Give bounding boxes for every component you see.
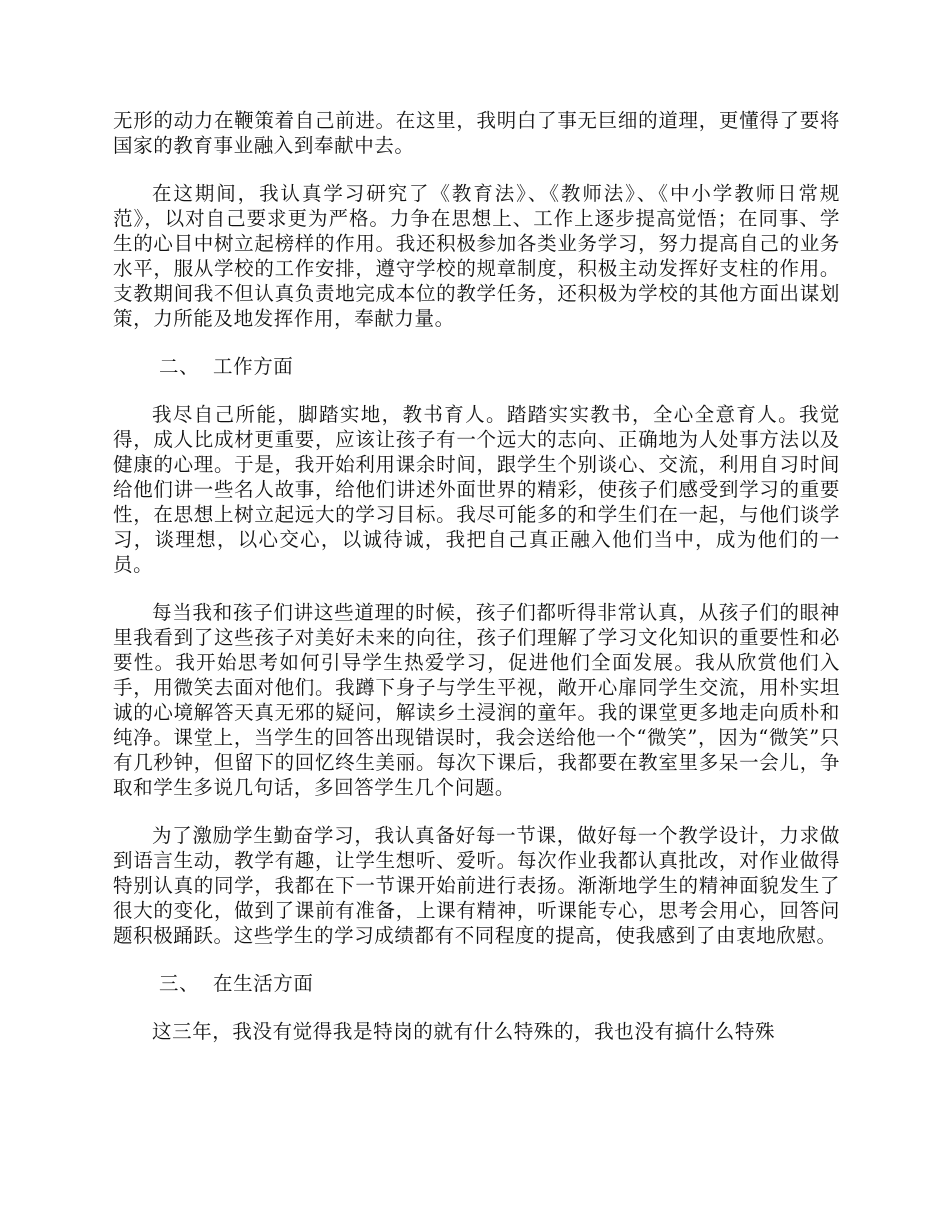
section-heading [113,354,840,379]
section-number: 二、 [159,355,200,378]
section-number: 三、 [159,972,200,995]
paragraph: 为了激励学生勤奋学习，我认真备好每一节课，做好每一个教学设计，力求做到语言生动，教学有趣，让学生想听、爱听。每次作业我都认真批改，对作业做得特别认真的同学，我都在下一节课开始前进行表扬。渐渐地学生的精神面貌发生了很大的变化，做到了课前有准备，上课有精神，听课能专心，思考会用心，回答问题积极踊跃。这些学生的学习成绩都有不同程度的提高，使我感到了由衷地欣慰。 [113,824,840,947]
paragraph: 这三年，我没有觉得我是特岗的就有什么特殊的，我也没有搞什么特殊 [152,1020,776,1043]
paragraph: 每当我和孩子们讲这些道理的时候，孩子们都听得非常认真，从孩子们的眼神里我看到了这些孩子对美好未来的向往，孩子们理解了学习文化知识的重要性和必要性。我开始思考如何引导学生热爱学习，促进他们全面发展。我从欣赏他们入手，用微笑去面对他们。我蹲下身子与学生平视，敞开心扉同学生交流，用朴实坦诚的心境解答天真无邪的疑问，解读乡土浸润的童年。我的课堂更多地走向质朴和纯净。课堂上，当学生的回答出现错误时，我会送给他一个“微笑”，因为“微笑”只有几秒钟，但留下的回忆终生美丽。每次下课后，我都要在教室里多呆一会儿，争取和学生多说几句话，多回答学生几个问题。 [113,601,840,799]
document-page [113,108,840,1067]
paragraph: 在这期间，我认真学习研究了《教育法》、《教师法》、《中小学教师日常规范》，以对自己要求更为严格。力争在思想上、工作上逐步提高觉悟；在同事、学生的心目中树立起榜样的作用。我还积极参加各类业务学习，努力提高自己的业务水平，服从学校的工作安排，遵守学校的规章制度，积极主动发挥好支柱的作用。支教期间我不但认真负责地完成本位的教学任务，还积极为学校的其他方面出谋划策，力所能及地发挥作用，奉献力量。 [113,182,840,330]
section-title: 工作方面 [213,355,294,378]
section-heading [113,971,840,996]
paragraph: 我尽自己所能，脚踏实地，教书育人。踏踏实实教书，全心全意育人。我觉得，成人比成材更重要，应该让孩子有一个远大的志向、正确地为人处事方法以及健康的心理。于是，我开始利用课余时间，跟学生个别谈心、交流，利用自习时间给他们讲一些名人故事，给他们讲述外面世界的精彩，使孩子们感受到学习的重要性，在思想上树立起远大的学习目标。我尽可能多的和学生们在一起，与他们谈学习，谈理想，以心交心，以诚待诚，我把自己真正融入他们当中，成为他们的一员。 [113,403,840,576]
section-title: 在生活方面 [213,972,314,995]
paragraph: 无形的动力在鞭策着自己前进。在这里，我明白了事无巨细的道理，更懂得了要将国家的教育事业融入到奉献中去。 [113,109,840,157]
